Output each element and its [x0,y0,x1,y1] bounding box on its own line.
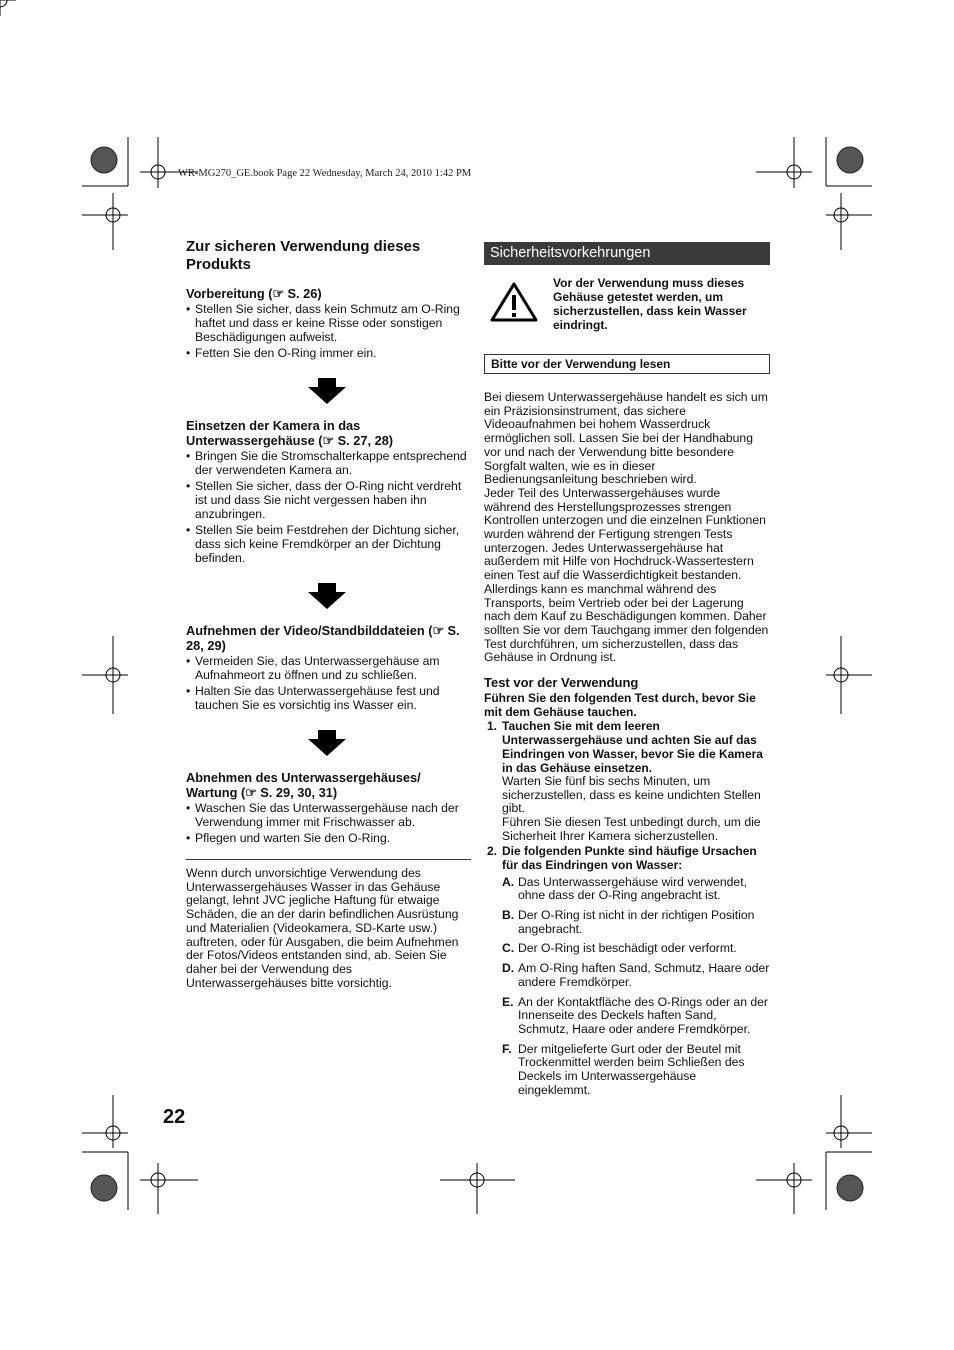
intro-paragraph: Bei diesem Unterwassergehäuse handelt es sich um ein Präzisionsinstrument, das sichere Videoaufnahmen bei hohem Wasserdruck ermöglichen soll. Lassen Sie bei der Handhabung vor und nach der Verwendung bitte besondere Sorgfalt walten, wie es in dieser Bedienungsanleitung beschrieben wird. [484,390,768,487]
step-text: Führen Sie diesen Test unbedingt durch, um die Sicherheit Ihrer Kamera sicherzustellen. [502,815,761,843]
step-title-insert: Einsetzen der Kamera in das Unterwassergehäuse (☞ S. 27, 28) [186,418,394,448]
disclaimer: Wenn durch unvorsichtige Verwendung des Unterwassergehäuses Wasser in das Gehäuse gelangt, lehnt JVC jegliche Haftung für etwaige Schäden, die an der darin befindlichen Ausrüstung und Materialien (Videokamera, SD-Karte usw.) auftreten, oder für Ausgaben, die beim Aufnehmen der Fotos/Videos entstanden sind, ab. Seien Sie daher bei der Verwendung des Unterwassergehäuses bitte vorsichtig. [186,866,459,990]
list-item: • Vermeiden Sie, das Unterwassergehäuse am Aufnahmeort zu öffnen und zu schließen. [186,654,471,682]
list-item: C. Der O-Ring ist beschädigt oder verformt. [502,941,737,956]
list-item: • Halten Sie das Unterwassergehäuse fest und tauchen Sie es vorsichtig ins Wasser ein. [186,684,471,712]
list-item: • Bringen Sie die Stromschalterkappe entsprechend der verwendeten Kamera an. [186,449,471,477]
step-text: Warten Sie fünf bis sechs Minuten, um sicherzustellen, dass es keine undichten Stellen gibt. [502,774,761,816]
test-title: Test vor der Verwendung [484,675,639,691]
section-header: Sicherheitsvorkehrungen [484,242,770,265]
remove-list [186,801,471,845]
list-item: • Fetten Sie den O-Ring immer ein. [186,346,471,360]
list-item: D. Am O-Ring haften Sand, Schmutz, Haare oder andere Fremdkörper. [502,961,770,989]
warning-text: Vor der Verwendung muss dieses Gehäuse getestet werden, um sicherzustellen, dass kein Wasser eindringt. [553,276,747,332]
warning-block [484,276,770,332]
step-title-remove: Abnehmen des Unterwassergehäuses/ Wartung (☞ S. 29, 30, 31) [186,770,421,800]
prep-list [186,302,471,360]
list-item: • Waschen Sie das Unterwassergehäuse nach der Verwendung immer mit Frischwasser ab. [186,801,471,829]
right-column [484,242,770,1103]
insert-list [186,449,471,565]
header-line: WR-MG270_GE.book Page 22 Wednesday, March 24, 2010 1:42 PM [178,168,472,179]
step-heading: Die folgenden Punkte sind häufige Ursachen für das Eindringen von Wasser: [502,843,757,872]
divider [186,859,471,860]
causes-list [502,876,770,1098]
down-arrow-icon [186,724,471,770]
list-item: • Stellen Sie sicher, dass kein Schmutz am O-Ring haftet und dass er keine Risse oder sonstigen Beschädigungen aufweist. [186,302,471,344]
list-item: A. Das Unterwassergehäuse wird verwendet, ohne dass der O-Ring angebracht ist. [502,874,747,903]
warning-triangle-icon [484,276,550,332]
step-title-record: Aufnehmen der Video/Standbilddateien (☞ S. 28, 29) [186,623,460,653]
read-before-use-box: Bitte vor der Verwendung lesen [484,354,770,374]
list-item: • Stellen Sie beim Festdrehen der Dichtung sicher, dass sich keine Fremdkörper an der Dichtung befinden. [186,523,471,565]
down-arrow-icon [186,372,471,418]
list-item: • Pflegen und warten Sie den O-Ring. [186,831,471,845]
list-item: E. An der Kontaktfläche des O-Rings oder an der Innenseite des Deckels haften Sand, Schmutz, Haare oder andere Fremdkörper. [502,994,768,1036]
left-column [186,238,471,990]
section-title: Zur sicheren Verwendung dieses Produkts [186,238,421,273]
quality-paragraph: Jeder Teil des Unterwassergehäuses wurde während des Herstellungsprozesses strengen Kontrollen unterzogen und die einzelnen Funktionen wurden während der Fertigung strengen Tests unterzogen. Jedes Unterwassergehäuse hat außerdem mit Hilfe von Hochdruck-Wassertestern einen Test auf die Wasserdichtigkeit bestanden. Allerdings kann es manchmal während des Transports, beim Vertrieb oder bei der Lagerung nach dem Kauf zu Beschädigungen kommen. Daher sollten Sie vor dem Tauchgang immer den folgenden Test durchführen, um sicherzustellen, dass das Gehäuse in Ordnung ist. [484,485,769,665]
record-list [186,654,471,712]
test-intro: Führen Sie den folgenden Test durch, bevor Sie mit dem Gehäuse tauchen. [484,691,756,720]
test-steps [484,719,770,1097]
step-title-prep: Vorbereitung (☞ S. 26) [186,286,322,301]
list-item: • Stellen Sie sicher, dass der O-Ring nicht verdreht ist und dass Sie nicht vergessen haben ihn anzubringen. [186,479,471,521]
page-number: 22 [163,1106,186,1128]
list-item: B. Der O-Ring ist nicht in der richtigen Position angebracht. [502,907,755,936]
down-arrow-icon [186,577,471,623]
step-heading: Tauchen Sie mit dem leeren Unterwassergehäuse und achten Sie auf das Eindringen von Wasser, bevor Sie die Kamera in das Gehäuse einsetzen. [502,719,763,776]
list-item: F. Der mitgelieferte Gurt oder der Beutel mit Trockenmittel werden beim Schließen des Deckels im Unterwassergehäuse eingeklemmt. [502,1041,745,1097]
test-step-2: 2. Die folgenden Punkte sind häufige Ursachen für das Eindringen von Wasser: A. Das Unterwassergehäuse wird verwendet, ohne dass der O-Ring angebracht ist. B. Der O-Ring ist nicht in der richtigen Position angebracht. C. Der O-Ring ist beschädigt oder verformt. D. Am O-Ring haften Sand, Schmutz, Haare oder andere Fremdkörper. E. An der Kontaktfläche des O-Rings oder an der Innenseite des Deckels haften Sand, Schmutz, Haare oder andere Fremdkörper. F. Der mitgelieferte Gurt oder der Beutel mit Trockenmittel werden beim Schließen des Deckels im Unterwassergehäuse eingeklemmt. [487,843,770,1097]
test-step-1: 1. Tauchen Sie mit dem leeren Unterwassergehäuse und achten Sie auf das Eindringen von Wasser, bevor Sie die Kamera in das Gehäuse einsetzen. Warten Sie fünf bis sechs Minuten, um sicherzustellen, dass es keine undichten Stellen gibt. Führen Sie diesen Test unbedingt durch, um die Sicherheit Ihrer Kamera sicherzustellen. [484,719,770,844]
